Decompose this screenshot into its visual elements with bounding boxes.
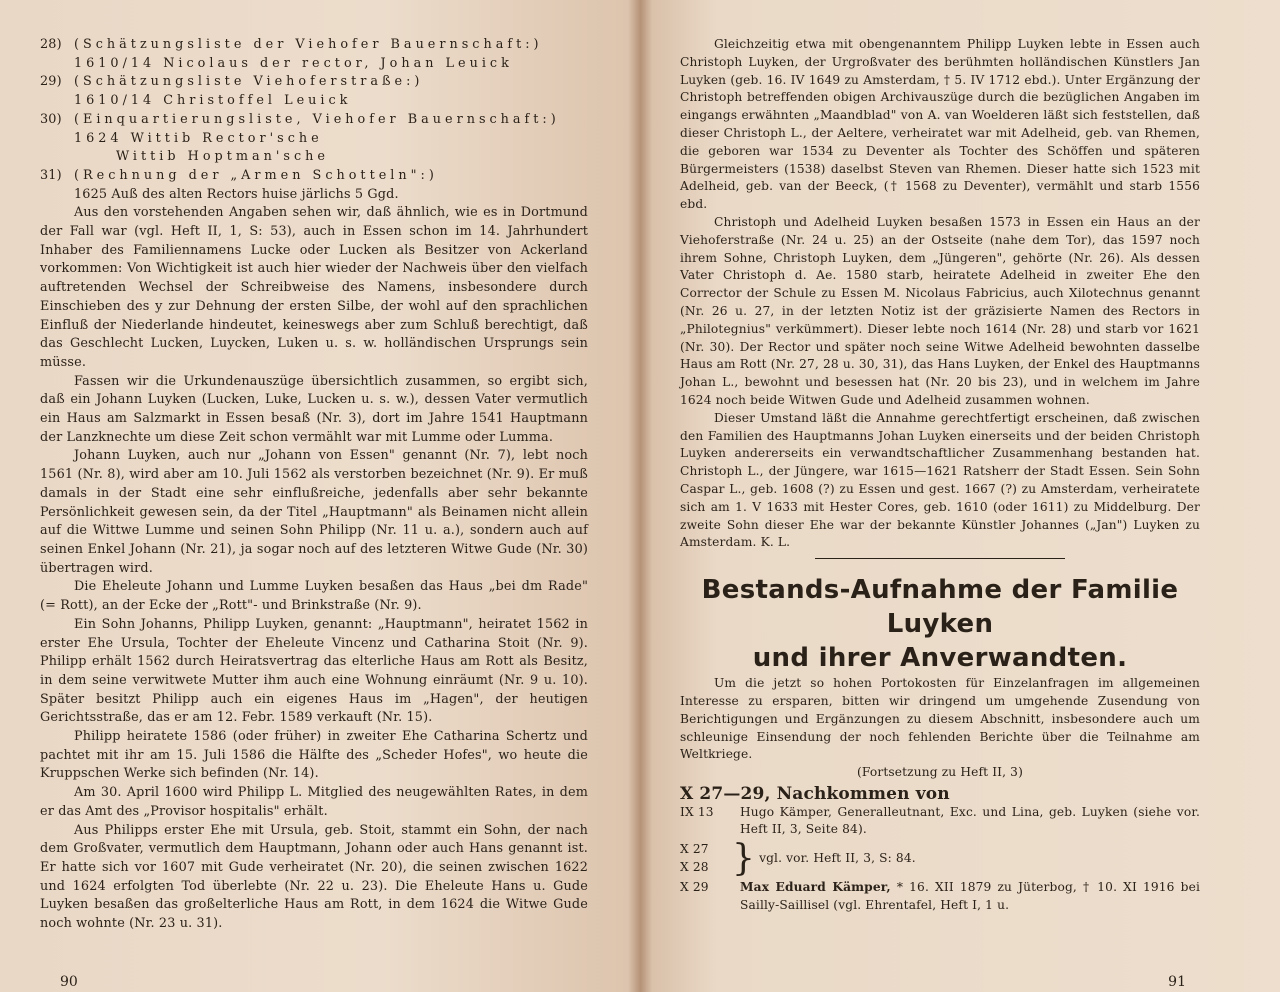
record-text: vgl. vor. Heft II, 3, S: 84. bbox=[759, 851, 916, 866]
record-code: IX 13 bbox=[680, 804, 714, 819]
entry-line: (Schätzungsliste der Viehofer Bauernschaft:) bbox=[74, 37, 543, 52]
record-name: Max Eduard Kämper, bbox=[740, 880, 891, 895]
entry-30 bbox=[40, 111, 588, 167]
entry-28 bbox=[40, 36, 588, 73]
continuation-note: (Fortsetzung zu Heft II, 3) bbox=[857, 765, 1023, 780]
paragraph: Christoph und Adelheid Luyken besaßen 1573 in Essen ein Haus an der Viehoferstraße (Nr. 24 u. 25) an der Ostseite (nahe dem Tor), das 1597 noch ihrem Sohne, Christoph Luyken, dem „Jüngeren", gehörte (Nr. 26). Als dessen Vater Christoph d. Ae. 1580 starb, heiratete Adelheid in zweiter Ehe den Corrector der Schule zu Essen M. Nicolaus Fabricius, auch Xilotechnus genannt (Nr. 26 u. 27, in der letzten Notiz ist der gräzisierte Namen des Rectors in „Philotegnius" verkümmert). Dieser lebte noch 1614 (Nr. 28) und starb vor 1621 (Nr. 30). Der Rector und später noch seine Witwe Adelheid bewohnten dasselbe Haus am Rott (Nr. 27, 28 u. 30, 31), das Hans Luyken, der Enkel des Hauptmanns Johan L., bewohnt und besessen hat (Nr. 20 bis 23), und in welchem im Jahre 1624 noch beide Witwen Gude und Adelheid zusammen wohnen. bbox=[680, 214, 1200, 407]
paragraph: Fassen wir die Urkundenauszüge übersichtlich zusammen, so ergibt sich, daß ein Johann Luyken (Lucken, Luke, Lucken u. s. w.), dessen Vater vermutlich ein Haus am Salzmarkt in Essen besaß (Nr. 3), dort im Jahre 1541 Hauptmann der Lanzknechte um diese Zeit schon vermählt war mit Lumme oder Lumma. bbox=[40, 373, 588, 445]
section-title bbox=[680, 573, 1200, 675]
record-codes bbox=[680, 841, 732, 877]
entry-number: 29) bbox=[40, 74, 62, 90]
paragraph: Aus den vorstehenden Angaben sehen wir, daß ähnlich, wie es in Dortmund der Fall war (vgl. Heft II, 1, S: 53), auch in Essen schon im 14. Jahrhundert Inhaber des Familiennamens Lucke oder Lucken als Besitzer von Ackerland vorkommen: Von Wichtigkeit ist auch hier wieder der Nachweis über den vielfach auftretenden Wechsel der Schreibweise des Namens, insbesondere durch Einschieben des y zur Dehnung der ersten Silbe, der wohl auf den sprachlichen Einfluß der Niederlande hindeutet, keineswegs aber zum Schluß berechtigt, daß das Geschlecht Lucken, Luycken, Luken u. s. w. holländischen Ursprungs sein müsse. bbox=[40, 205, 588, 370]
entry-line: 1610/14 Nicolaus der rector, Johan Leuick bbox=[74, 55, 513, 71]
entry-29 bbox=[40, 73, 588, 110]
appeal-paragraph: Um die jetzt so hohen Portokosten für Einzelanfragen im allgemeinen Interesse zu ersparen, bitten wir dringend um umgehende Zusendung von Berichtigungen und Ergänzungen zu diesem Abschnitt, insbesondere auch um schleunige Einsendung der noch fehlenden Berichte über die Teilnahme am Weltkriege. bbox=[680, 676, 1200, 762]
entry-number: 30) bbox=[40, 111, 62, 127]
paragraph: Am 30. April 1600 wird Philipp L. Mitglied des neugewählten Rates, in dem er das Amt des „Provisor hospitalis" erhält. bbox=[40, 785, 588, 819]
entry-number: 28) bbox=[40, 37, 62, 52]
entry-line: 1610/14 Christoffel Leuick bbox=[74, 93, 352, 109]
paragraph: Aus Philipps erster Ehe mit Ursula, geb. Stoit, stammt ein Sohn, der nach dem Großvater, vermutlich dem Hauptmann, Johann oder auch Hans genannt ist. Er hatte sich vor 1607 mit Gude verheiratet (Nr. 20), die seinen zwischen 1622 und 1624 erfolgten Tod überlebte (Nr. 22 u. 23). Die Eheleute Hans u. Gude Luyken besaßen das großelterliche Haus am Rott, in dem 1624 die Witwe Gude noch wohnte (Nr. 23 u. 31). bbox=[40, 822, 588, 932]
page-number: 90 bbox=[60, 974, 78, 990]
entry-line: (Einquartierungsliste, Viehofer Bauernschaft:) bbox=[74, 111, 560, 127]
entry-line: 1625 Auß des alten Rectors huise järlichs 5 Ggd. bbox=[74, 186, 399, 202]
section-divider bbox=[815, 558, 1065, 559]
left-text-column bbox=[40, 36, 588, 934]
brace-glyph: } bbox=[732, 838, 756, 880]
paragraph: Dieser Umstand läßt die Annahme gerechtfertigt erscheinen, daß zwischen den Familien des Hauptmanns Johan Luyken einerseits und der beiden Christoph Luyken andererseits ein verwandtschaftlicher Zusammenhang bestanden hat. Christoph L., der Jüngere, war 1615—1621 Ratsherr der Stadt Essen. Sein Sohn Caspar L., geb. 1608 (?) zu Essen und gest. 1667 (?) zu Amsterdam, verheiratete sich am 1. V 1633 mit Hester Cores, geb. 1610 (oder 1611) zu Middelburg. Der zweite Sohn dieser Ehe war der bekannte Künstler Johannes („Jan") Luyken zu Amsterdam. K. L. bbox=[680, 410, 1200, 550]
right-text-column bbox=[680, 36, 1200, 915]
subsection-heading: X 27—29, Nachkommen von bbox=[680, 783, 950, 804]
paragraph: Philipp heiratete 1586 (oder früher) in zweiter Ehe Catharina Schertz und pachtet mit ihr am 15. Juli 1586 die Hälfte des „Scheder Hofes", wo heute die Kruppschen Werke sich befinden (Nr. 14). bbox=[40, 729, 588, 782]
record-text-group bbox=[740, 879, 1200, 915]
entry-line: (Rechnung der „Armen Schotteln":) bbox=[74, 167, 438, 183]
record-code: X 29 bbox=[680, 880, 709, 895]
entry-line: 1624 Wittib Rector'sche bbox=[74, 130, 323, 146]
right-page bbox=[640, 0, 1280, 992]
paragraph: Die Eheleute Johann und Lumme Luyken besaßen das Haus „bei dm Rade" (= Rott), an der Ecke der „Rott"- und Brinkstraße (Nr. 9). bbox=[40, 579, 588, 614]
entry-line: Wittib Hoptman'sche bbox=[116, 149, 329, 165]
section-title-line: und ihrer Anverwandten. bbox=[752, 643, 1128, 674]
record-code: X 27 bbox=[680, 842, 709, 857]
record-row bbox=[680, 879, 1200, 915]
record-text: * 16. XII 1879 zu Jüterbog, † 10. XI 1916 bei Sailly-Saillisel (vgl. Ehrentafel, Heft I, 1 u. bbox=[740, 880, 1200, 913]
record-code: X 28 bbox=[680, 860, 709, 875]
section-title-line: Bestands-Aufnahme der Familie Luyken bbox=[701, 575, 1179, 640]
record-brace-group bbox=[680, 839, 1200, 879]
paragraph: Ein Sohn Johanns, Philipp Luyken, genannt: „Hauptmann", heiratet 1562 in erster Ehe Ursula, Tochter der Eheleute Vincenz und Catharina Stoit (Nr. 9). Philipp erhält 1562 durch Heiratsvertrag das elterliche Haus am Rott als Besitz, in dem seine verwitwete Mutter ihm auch eine Wohnung einräumt (Nr. 9 u. 10). Später besitzt Philipp auch ein eigenes Haus im „Hagen", der heutigen Gerichtsstraße, das er am 12. Febr. 1589 verkauft (Nr. 15). bbox=[40, 616, 588, 726]
record-text: Hugo Kämper, Generalleutnant, Exc. und Lina, geb. Luyken (siehe vor. Heft II, 3, Seite 84). bbox=[740, 804, 1200, 837]
paragraph: Gleichzeitig etwa mit obengenanntem Philipp Luyken lebte in Essen auch Christoph Luyken, der Urgroßvater des berühmten holländischen Künstlers Jan Luyken (geb. 16. IV 1649 zu Amsterdam, † 5. IV 1712 ebd.). Unter Ergänzung der Christoph betreffenden obigen Archivauszüge durch die bezüglichen Angaben im eingangs erwähnten „Maandblad" von A. van Woelderen läßt sich feststellen, daß dieser Christoph L., der Aeltere, verheiratet war mit Adelheid, geb. van Rhemen, die geboren war 1534 zu Deventer als Tochter des Schöffen und späteren Bürgermeisters (1538) daselbst Steven van Rhemen. Dieser hatte sich 1523 mit Adelheid, geb. van der Beeck, († 1568 zu Deventer), vermählt und starb 1556 ebd. bbox=[680, 37, 1200, 212]
page-number: 91 bbox=[1168, 974, 1186, 990]
record-row bbox=[680, 804, 1200, 840]
entry-number: 31) bbox=[40, 167, 62, 183]
entry-31 bbox=[40, 167, 588, 204]
paragraph: Johann Luyken, auch nur „Johann von Essen" genannt (Nr. 7), lebt noch 1561 (Nr. 8), wird aber am 10. Juli 1562 als verstorben bezeichnet (Nr. 9). Er muß damals in der Stadt eine sehr einflußreiche, jedenfalls aber sehr bekannte Persönlichkeit gewesen sein, da der Titel „Hauptmann" als Beinamen nicht allein auf die Wittwe Lumme und seinen Sohn Philipp (Nr. 11 u. a.), sondern auch auf seinen Enkel Johann (Nr. 21), ja sogar noch auf des letzteren Witwe Gude (Nr. 30) übertragen wird. bbox=[40, 448, 588, 576]
entry-line: (Schätzungsliste Viehoferstraße:) bbox=[74, 74, 424, 90]
